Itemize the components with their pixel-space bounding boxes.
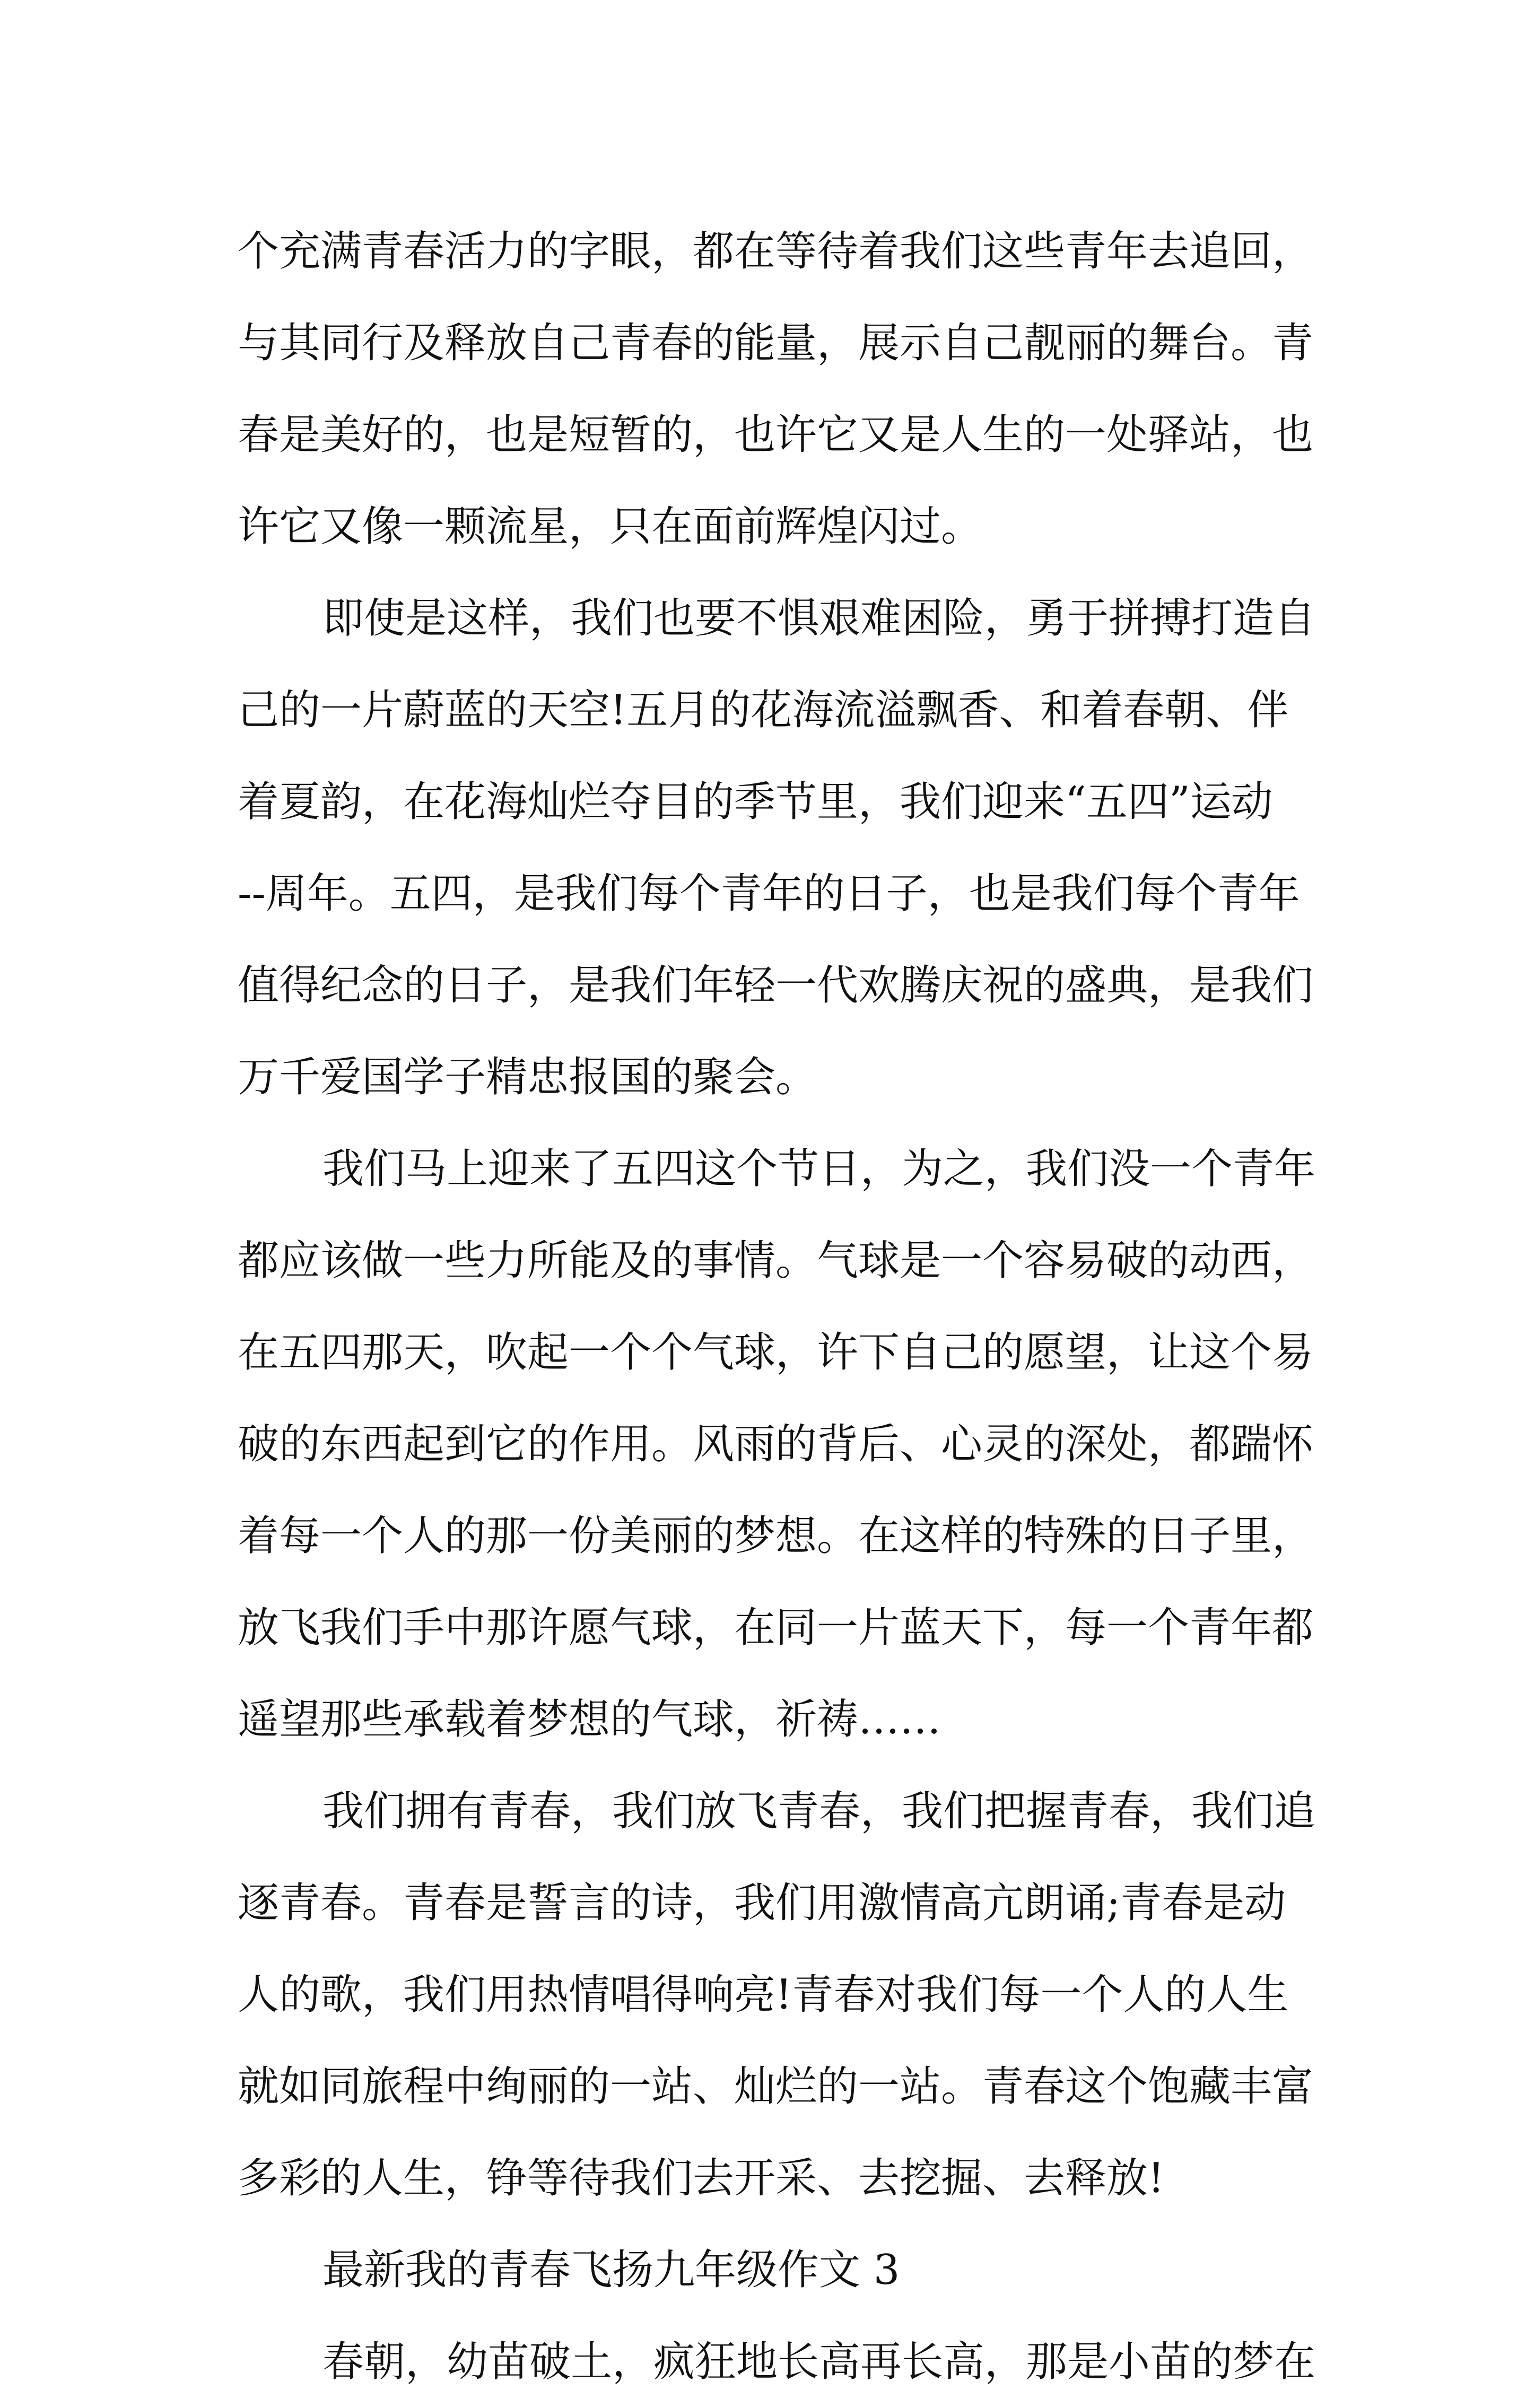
paragraph bbox=[238, 573, 1316, 1123]
paragraph bbox=[238, 206, 1314, 573]
text-line: 值得纪念的日子，是我们年轻一代欢腾庆祝的盛典，是我们 bbox=[238, 962, 1314, 1009]
text-line: 着夏韵，在花海灿烂夺目的季节里，我们迎来“五四”运动 bbox=[238, 778, 1273, 826]
paragraph bbox=[238, 1123, 1316, 1766]
text-line: 与其同行及释放自己青春的能量，展示自己靓丽的舞台。青 bbox=[238, 319, 1314, 367]
text-line: 许它又像一颗流星，只在面前辉煌闪过。 bbox=[238, 503, 983, 551]
text-line: 春朝，幼苗破土，疯狂地长高再长高，那是小苗的梦在 bbox=[322, 2338, 1316, 2386]
text-line: 逐青春。青春是誓言的诗，我们用激情高亢朗诵;青春是动 bbox=[238, 1879, 1286, 1927]
text-line: 破的东西起到它的作用。风雨的背后、心灵的深处，都踹怀 bbox=[238, 1420, 1314, 1468]
text-line: 多彩的人生，铮等待我们去开采、去挖掘、去释放! bbox=[238, 2154, 1165, 2202]
text-line: 我们马上迎来了五四这个节日，为之，我们没一个青年 bbox=[322, 1145, 1316, 1193]
paragraph bbox=[238, 1766, 1316, 2224]
text-line: 即使是这样，我们也要不惧艰难困险，勇于拼搏打造自 bbox=[322, 595, 1316, 642]
document-body bbox=[238, 206, 1316, 2408]
text-line: 个充满青春活力的字眼，都在等待着我们这些青年去追回， bbox=[238, 228, 1314, 275]
text-line: 就如同旅程中绚丽的一站、灿烂的一站。青春这个饱藏丰富 bbox=[238, 2063, 1314, 2110]
text-line: 放飞我们手中那许愿气球，在同一片蓝天下，每一个青年都 bbox=[238, 1604, 1314, 1652]
text-line: 人的歌，我们用热情唱得响亮!青春对我们每一个人的人生 bbox=[238, 1971, 1289, 2019]
text-line: 最新我的青春飞扬九年级作文 3 bbox=[322, 2246, 900, 2294]
paragraph bbox=[238, 2316, 1316, 2408]
text-line: 遥望那些承载着梦想的气球，祈祷…… bbox=[238, 1696, 941, 1743]
text-line: 都应该做一些力所能及的事情。气球是一个容易破的动西， bbox=[238, 1237, 1314, 1285]
text-line: 我们拥有青春，我们放飞青春，我们把握青春，我们追 bbox=[322, 1787, 1316, 1835]
text-line: 己的一片蔚蓝的天空!五月的花海流溢飘香、和着春朝、伴 bbox=[238, 686, 1289, 734]
text-line: 春是美好的，也是短暂的，也许它又是人生的一处驿站，也 bbox=[238, 411, 1314, 459]
text-line: 在五四那天，吹起一个个气球，许下自己的愿望，让这个易 bbox=[238, 1329, 1314, 1376]
text-line: 着每一个人的那一份美丽的梦想。在这样的特殊的日子里， bbox=[238, 1512, 1314, 1560]
text-line: 万千爱国学子精忠报国的聚会。 bbox=[238, 1053, 817, 1101]
paragraph bbox=[238, 2224, 1304, 2316]
text-line: --周年。五四，是我们每个青年的日子，也是我们每个青年 bbox=[238, 870, 1300, 918]
